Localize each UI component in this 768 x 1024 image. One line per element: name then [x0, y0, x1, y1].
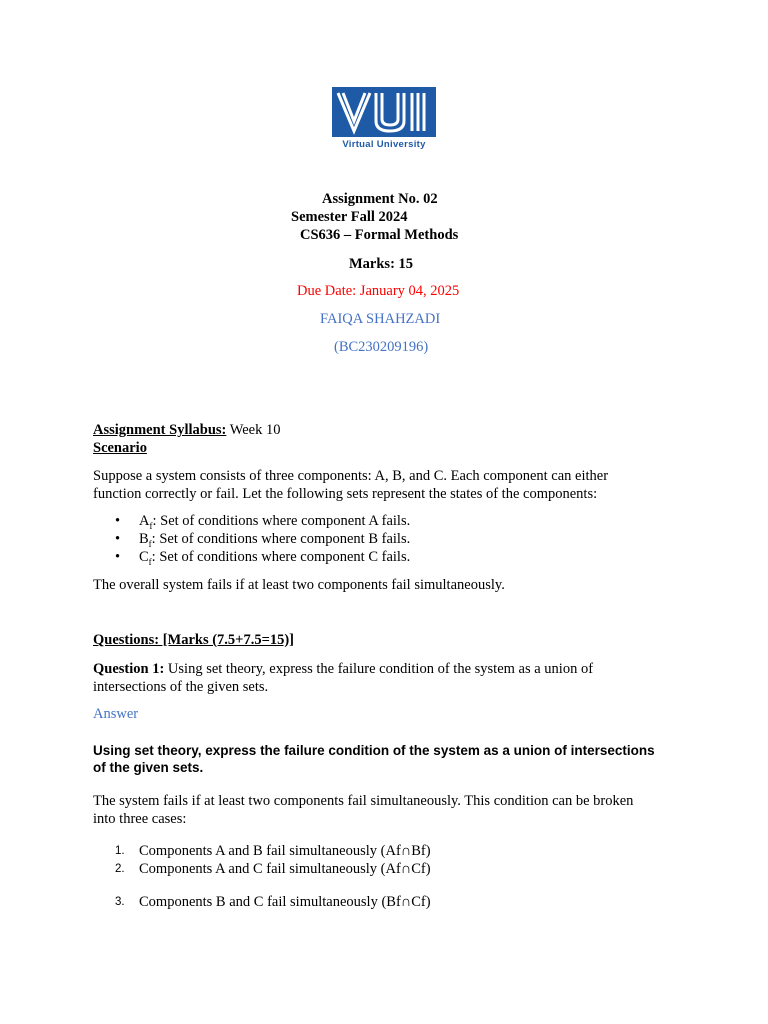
set-name: B — [139, 531, 149, 547]
set-description: : Set of conditions where component C fails. — [151, 549, 411, 565]
answer-paragraph-line1: The system fails if at least two components fail simultaneously. This condition can be broken — [93, 793, 634, 809]
scenario-heading: Scenario — [93, 440, 147, 456]
scenario-conclusion: The overall system fails if at least two components fail simultaneously. — [93, 577, 505, 593]
list-item — [93, 512, 693, 530]
list-item — [93, 530, 693, 548]
set-name: C — [139, 549, 149, 565]
list-item — [93, 893, 693, 911]
student-id: (BC230209196) — [334, 339, 429, 355]
assignment-number: Assignment No. 02 — [322, 191, 438, 207]
set-subscript: f — [148, 556, 152, 567]
scenario-intro — [93, 467, 693, 503]
list-number: 3. — [115, 896, 125, 908]
scenario-intro-line2: function correctly or fail. Let the following sets represent the states of the components: — [93, 486, 598, 502]
student-name: FAIQA SHAHZADI — [320, 311, 441, 327]
set-description: : Set of conditions where component A fails. — [152, 513, 411, 529]
answer-heading-line2: of the given sets. — [93, 760, 204, 775]
case-text: Components A and B fail simultaneously (Af∩Bf) — [139, 843, 431, 859]
list-item — [93, 548, 693, 566]
list-number: 2. — [115, 863, 125, 875]
set-subscript: f — [149, 520, 153, 531]
bullet-icon: • — [115, 513, 121, 529]
answer-heading-line1: Using set theory, express the failure condition of the system as a union of intersections — [93, 743, 655, 758]
question-1-label: Question 1: — [93, 661, 165, 677]
case-text: Components A and C fail simultaneously (Af∩Cf) — [139, 861, 431, 877]
list-item — [93, 842, 693, 860]
university-logo — [331, 87, 437, 150]
case-text: Components B and C fail simultaneously (Bf∩Cf) — [139, 894, 431, 910]
component-set-list — [93, 512, 693, 566]
list-item — [93, 860, 693, 878]
scenario-intro-line1: Suppose a system consists of three components: A, B, and C. Each component can either — [93, 468, 609, 484]
question-1-text: Using set theory, express the failure condition of the system as a union of — [164, 661, 594, 677]
answer-paragraph — [93, 792, 693, 828]
bullet-icon: • — [115, 549, 121, 565]
set-name: A — [139, 513, 150, 529]
syllabus-label: Assignment Syllabus: — [93, 422, 227, 438]
assignment-syllabus — [93, 422, 281, 439]
logo-mark — [332, 87, 436, 137]
set-description: : Set of conditions where component B fails. — [151, 531, 411, 547]
vu-logo-icon — [332, 87, 436, 137]
failure-cases-list — [93, 842, 693, 911]
answer-heading — [93, 742, 693, 776]
logo-caption: Virtual University — [342, 139, 426, 150]
semester: Semester Fall 2024 — [291, 209, 408, 225]
list-number: 1. — [115, 845, 125, 857]
answer-paragraph-line2: into three cases: — [93, 811, 187, 827]
set-subscript: f — [148, 538, 152, 549]
answer-label: Answer — [93, 706, 139, 722]
question-1 — [93, 660, 693, 696]
due-date: Due Date: January 04, 2025 — [297, 283, 460, 299]
questions-heading: Questions: [Marks (7.5+7.5=15)] — [93, 632, 294, 648]
syllabus-value: Week 10 — [226, 422, 281, 438]
question-1-text-cont: intersections of the given sets. — [93, 679, 269, 695]
marks: Marks: 15 — [349, 256, 414, 272]
bullet-icon: • — [115, 531, 121, 547]
course-title: CS636 – Formal Methods — [300, 227, 459, 243]
